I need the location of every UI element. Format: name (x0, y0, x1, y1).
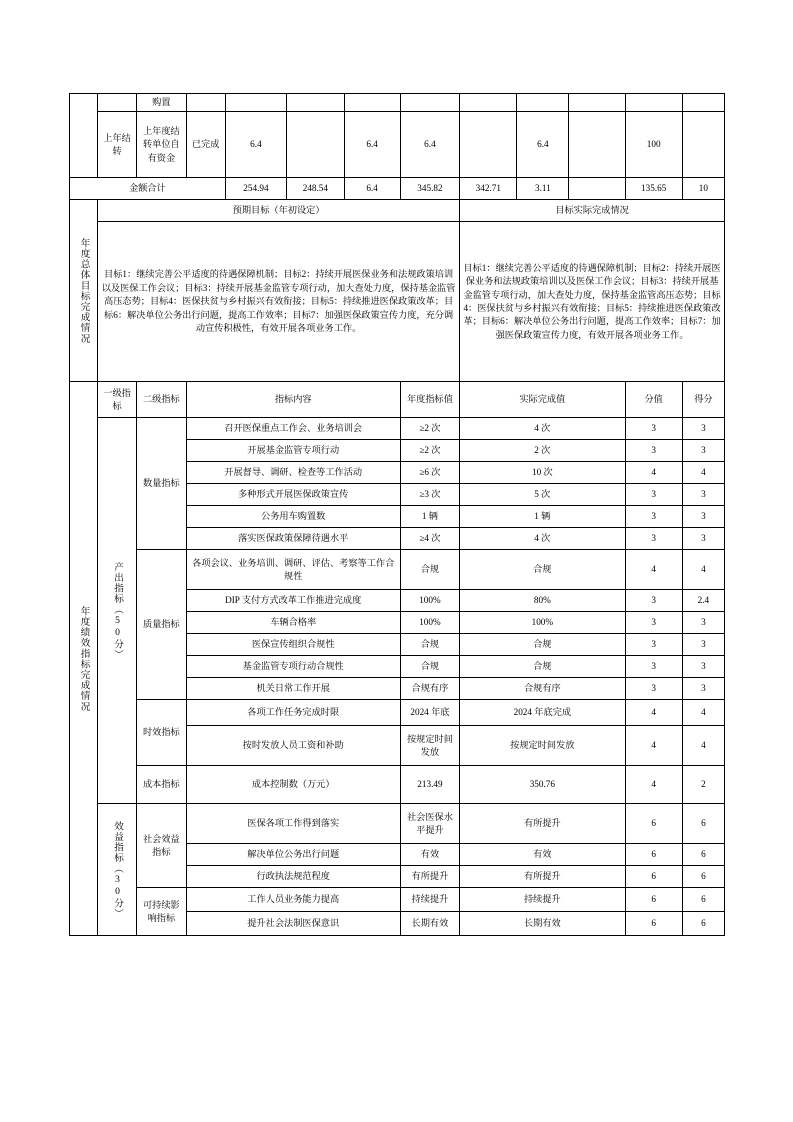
table-row-indicator (70, 766, 725, 804)
indicator-target: 持续提升 (400, 888, 459, 912)
indicator-target: 合规 (400, 550, 459, 590)
indicator-actual: 100% (460, 612, 625, 634)
indicator-actual: 持续提升 (460, 888, 625, 912)
indicator-score-got: 4 (682, 726, 724, 766)
empty-cell (344, 94, 400, 112)
empty-cell (70, 112, 98, 178)
indicator-target: 合规 (400, 656, 459, 678)
carryover-c1: 上年结转 (98, 112, 137, 178)
indicator-score-got: 6 (682, 912, 724, 936)
empty-cell (625, 94, 682, 112)
indicator-content: 召开医保重点工作会、业务培训会 (186, 418, 400, 440)
indicator-content: DIP 支付方式改革工作推进完成度 (186, 590, 400, 612)
indicator-target: ≥2 次 (400, 418, 459, 440)
indicator-score-got: 3 (682, 528, 724, 550)
empty-cell (225, 94, 287, 112)
indicator-actual: 350.76 (460, 766, 625, 804)
indicator-score-total: 4 (625, 550, 682, 590)
indicator-target: 100% (400, 590, 459, 612)
indicator-score-got: 3 (682, 418, 724, 440)
indicator-target: ≥2 次 (400, 440, 459, 462)
indicator-score-total: 6 (625, 844, 682, 866)
indicator-target: 按规定时间发放 (400, 726, 459, 766)
indicator-score-total: 3 (625, 528, 682, 550)
indicator-actual: 按规定时间发放 (460, 726, 625, 766)
indicator-content: 医保宣传组织合规性 (186, 634, 400, 656)
carryover-v2: 6.4 (344, 112, 400, 178)
indicator-score-got: 3 (682, 678, 724, 700)
indicator-score-got: 6 (682, 844, 724, 866)
overall-row-label (70, 200, 98, 382)
indicator-target: 有效 (400, 844, 459, 866)
indicator-score-total: 3 (625, 634, 682, 656)
indicator-score-total: 3 (625, 440, 682, 462)
header-level1: 一级指标 (98, 382, 137, 418)
indicator-target: ≥4 次 (400, 528, 459, 550)
indicator-content: 基金监管专项行动合规性 (186, 656, 400, 678)
table-row-total (70, 178, 725, 200)
indicator-score-total: 3 (625, 656, 682, 678)
level2-timeliness: 时效指标 (137, 700, 187, 766)
header-content: 指标内容 (186, 382, 400, 418)
indicator-content: 各项会议、业务培训、调研、评估、考察等工作合规性 (186, 550, 400, 590)
level2-cost: 成本指标 (137, 766, 187, 804)
indicator-actual: 80% (460, 590, 625, 612)
indicator-actual: 合规 (460, 656, 625, 678)
indicator-score-got: 3 (682, 634, 724, 656)
indicator-content: 各项工作任务完成时限 (186, 700, 400, 726)
empty-cell (400, 94, 459, 112)
indicator-target: 1 辆 (400, 506, 459, 528)
indicator-actual: 合规 (460, 550, 625, 590)
indicator-score-got: 3 (682, 656, 724, 678)
total-v-3: 345.82 (400, 178, 459, 200)
indicator-actual: 2024 年底完成 (460, 700, 625, 726)
indicator-target: 100% (400, 612, 459, 634)
total-v-5: 3.11 (517, 178, 569, 200)
indicator-row-label-text: 年度绩效指标完成情况 (78, 605, 90, 712)
indicator-score-got: 6 (682, 804, 724, 844)
indicator-score-got: 2.4 (682, 590, 724, 612)
indicator-score-got: 4 (682, 700, 724, 726)
overall-left-text: 目标1：继续完善公平适度的待遇保障机制；目标2：持续开展医保业务和法规政策培训以及医保工作会议；目标3：持续开展基金监管专项行动，加大查处力度，保持基金监管高压态势；目标4：医保扶贫与乡村振兴有效衔接；目标5：持续推进医保政策改革；目标6：解决单位公务出行问题，提高工作效率；目标7：加强医保政策宣传力度，充分调动宣传积极性，有效开展各项业务工作。 (98, 222, 460, 382)
indicator-actual: 有效 (460, 844, 625, 866)
table-row-carryover (70, 112, 725, 178)
carryover-c2: 上年度结转单位自有资金 (137, 112, 187, 178)
indicator-score-total: 4 (625, 462, 682, 484)
indicator-content: 机关日常工作开展 (186, 678, 400, 700)
indicator-score-got: 3 (682, 506, 724, 528)
table-row-indicator (70, 888, 725, 912)
purchase-label: 购置 (137, 94, 187, 112)
total-v-6 (569, 178, 625, 200)
indicator-content: 医保各项工作得到落实 (186, 804, 400, 844)
table-row-purchase (70, 94, 725, 112)
indicator-content: 解决单位公务出行问题 (186, 844, 400, 866)
total-v-1: 248.54 (287, 178, 344, 200)
empty-cell (287, 94, 344, 112)
total-v-4: 342.71 (460, 178, 517, 200)
indicator-actual: 10 次 (460, 462, 625, 484)
indicator-score-got: 4 (682, 462, 724, 484)
table-row-indicator (70, 418, 725, 440)
indicator-actual: 4 次 (460, 528, 625, 550)
table-row-indicator (70, 700, 725, 726)
indicator-content: 按时发放人员工资和补助 (186, 726, 400, 766)
indicator-score-got: 6 (682, 888, 724, 912)
indicator-actual: 有所提升 (460, 866, 625, 888)
indicator-score-total: 3 (625, 612, 682, 634)
indicator-target: 合规有序 (400, 678, 459, 700)
indicator-target: 213.49 (400, 766, 459, 804)
indicator-score-total: 6 (625, 912, 682, 936)
indicator-target: 2024 年底 (400, 700, 459, 726)
indicator-score-got: 6 (682, 866, 724, 888)
indicator-score-total: 6 (625, 804, 682, 844)
header-score-got: 得分 (682, 382, 724, 418)
carryover-v1: 6.4 (225, 112, 287, 178)
table-row-indicator-header (70, 382, 725, 418)
level1-output-text: 产出指标（50分） (112, 561, 124, 660)
indicator-actual: 合规 (460, 634, 625, 656)
empty-cell (70, 94, 98, 112)
total-v-8: 10 (682, 178, 724, 200)
indicator-target: 社会医保水平提升 (400, 804, 459, 844)
indicator-target: ≥3 次 (400, 484, 459, 506)
indicator-target: ≥6 次 (400, 462, 459, 484)
indicator-actual: 合规有序 (460, 678, 625, 700)
indicator-actual: 长期有效 (460, 912, 625, 936)
indicator-actual: 4 次 (460, 418, 625, 440)
indicator-content: 公务用车购置数 (186, 506, 400, 528)
carryover-v3: 6.4 (400, 112, 459, 178)
header-actual: 实际完成值 (460, 382, 625, 418)
indicator-score-total: 6 (625, 888, 682, 912)
table-row-indicator (70, 804, 725, 844)
indicator-score-total: 4 (625, 726, 682, 766)
total-v-2: 6.4 (344, 178, 400, 200)
carryover-v4: 6.4 (517, 112, 569, 178)
indicator-content: 车辆合格率 (186, 612, 400, 634)
table-row-overall-header (70, 200, 725, 222)
overall-row-label-text: 年度总体目标完成情况 (78, 237, 90, 344)
carryover-c3: 已完成 (186, 112, 225, 178)
header-score-total: 分值 (625, 382, 682, 418)
indicator-actual: 1 辆 (460, 506, 625, 528)
level1-output (98, 418, 137, 804)
header-level2: 二级指标 (137, 382, 187, 418)
level1-benefit (98, 804, 137, 936)
indicator-score-total: 3 (625, 484, 682, 506)
empty-cell (287, 112, 344, 178)
level2-quantity: 数量指标 (137, 418, 187, 550)
indicator-score-got: 4 (682, 550, 724, 590)
indicator-score-total: 3 (625, 506, 682, 528)
indicator-score-total: 3 (625, 678, 682, 700)
empty-cell (682, 94, 724, 112)
indicator-content: 行政执法规范程度 (186, 866, 400, 888)
indicator-score-got: 2 (682, 766, 724, 804)
header-target: 年度指标值 (400, 382, 459, 418)
indicator-content: 提升社会法制医保意识 (186, 912, 400, 936)
empty-cell (569, 94, 625, 112)
level1-benefit-text: 效益指标（30分） (112, 820, 124, 919)
indicator-content: 多种形式开展医保政策宣传 (186, 484, 400, 506)
indicator-target: 长期有效 (400, 912, 459, 936)
level2-social-benefit: 社会效益指标 (137, 804, 187, 888)
indicator-actual: 2 次 (460, 440, 625, 462)
indicator-row-label (70, 382, 98, 936)
performance-table (69, 93, 725, 936)
indicator-score-got: 3 (682, 612, 724, 634)
carryover-v5: 100 (625, 112, 682, 178)
total-v-0: 254.94 (225, 178, 287, 200)
indicator-score-total: 4 (625, 700, 682, 726)
total-label: 金额合计 (70, 178, 226, 200)
empty-cell (98, 94, 137, 112)
overall-head-left: 预期目标（年初设定） (98, 200, 460, 222)
indicator-score-total: 3 (625, 590, 682, 612)
level2-sustainable: 可持续影响指标 (137, 888, 187, 936)
indicator-score-total: 3 (625, 418, 682, 440)
indicator-content: 开展基金监管专项行动 (186, 440, 400, 462)
indicator-target: 合规 (400, 634, 459, 656)
indicator-actual: 有所提升 (460, 804, 625, 844)
empty-cell (517, 94, 569, 112)
indicator-content: 开展督导、调研、检查等工作活动 (186, 462, 400, 484)
overall-head-right: 目标实际完成情况 (460, 200, 725, 222)
indicator-content: 成本控制数（万元） (186, 766, 400, 804)
indicator-score-total: 4 (625, 766, 682, 804)
indicator-target: 有所提升 (400, 866, 459, 888)
indicator-score-got: 3 (682, 484, 724, 506)
indicator-score-got: 3 (682, 440, 724, 462)
table-row-overall-body (70, 222, 725, 382)
indicator-content: 落实医保政策保障待遇水平 (186, 528, 400, 550)
empty-cell (569, 112, 625, 178)
indicator-content: 工作人员业务能力提高 (186, 888, 400, 912)
empty-cell (460, 112, 517, 178)
indicator-score-total: 6 (625, 866, 682, 888)
empty-cell (682, 112, 724, 178)
overall-right-text: 目标1：继续完善公平适度的待遇保障机制；目标2：持续开展医保业务和法规政策培训以及医保工作会议；目标3：持续开展基金监管专项行动，加大查处力度，保持基金监管高压态势；目标4：医保扶贫与乡村振兴有效衔接；目标5：持续推进医保政策改革；目标6：解决单位公务出行问题，提高工作效率；目标7：加强医保政策宣传力度，有效开展各项业务工作。 (460, 222, 725, 382)
indicator-actual: 5 次 (460, 484, 625, 506)
empty-cell (186, 94, 225, 112)
level2-quality: 质量指标 (137, 550, 187, 700)
total-v-7: 135.65 (625, 178, 682, 200)
empty-cell (460, 94, 517, 112)
table-row-indicator (70, 550, 725, 590)
